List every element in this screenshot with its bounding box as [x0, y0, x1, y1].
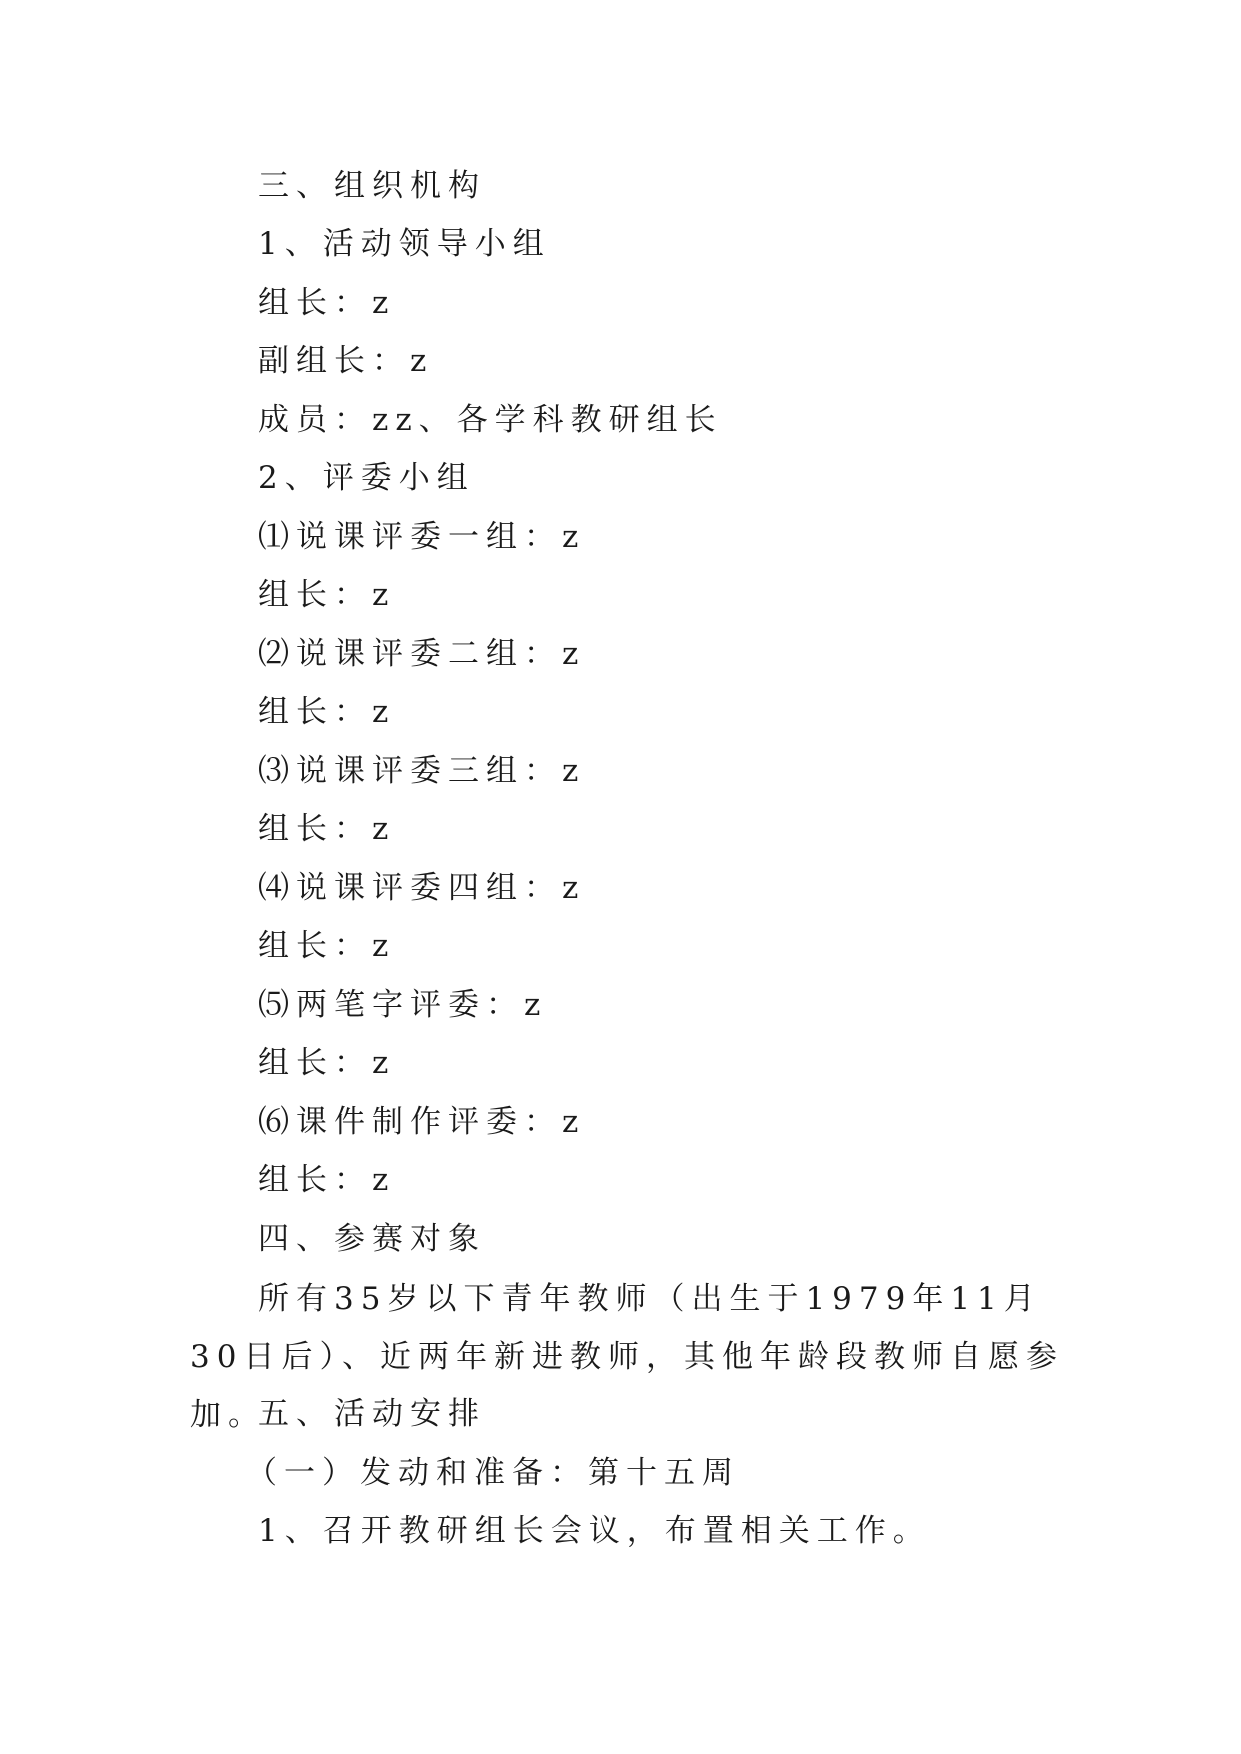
members-line: 成员：zz、各学科教研组长	[258, 402, 723, 438]
participants-paragraph: 所有35岁以下青年教师（出生于1979年11月30日后）、近两年新进教师，其他年龄段教师自愿参加。	[190, 1281, 1064, 1433]
deputy-leader-line: 副组长：z	[258, 343, 434, 379]
section-heading-schedule: 五、活动安排	[258, 1396, 486, 1432]
judges-group-1-line: ⑴说课评委一组：z	[258, 519, 586, 555]
subsection-judges-group: 2、评委小组	[258, 460, 475, 496]
judges-group-1-leader: 组长：z	[258, 577, 396, 613]
section-heading-participants: 四、参赛对象	[258, 1221, 486, 1257]
leader-line: 组长：z	[258, 285, 396, 321]
judges-group-2-leader: 组长：z	[258, 694, 396, 730]
schedule-phase-1: （一）发动和准备：第十五周	[246, 1455, 740, 1491]
calligraphy-judges-leader: 组长：z	[258, 1045, 396, 1081]
calligraphy-judges-line: ⑸两笔字评委：z	[258, 987, 548, 1023]
judges-group-3-line: ⑶说课评委三组：z	[258, 753, 586, 789]
subsection-leadership-group: 1、活动领导小组	[258, 226, 551, 262]
courseware-judges-line: ⑹课件制作评委：z	[258, 1104, 586, 1140]
courseware-judges-leader: 组长：z	[258, 1162, 396, 1198]
judges-group-3-leader: 组长：z	[258, 811, 396, 847]
judges-group-4-leader: 组长：z	[258, 928, 396, 964]
judges-group-2-line: ⑵说课评委二组：z	[258, 636, 586, 672]
judges-group-4-line: ⑷说课评委四组：z	[258, 870, 586, 906]
section-heading-organization: 三、组织机构	[258, 168, 486, 204]
schedule-item-1: 1、召开教研组长会议，布置相关工作。	[258, 1513, 931, 1549]
